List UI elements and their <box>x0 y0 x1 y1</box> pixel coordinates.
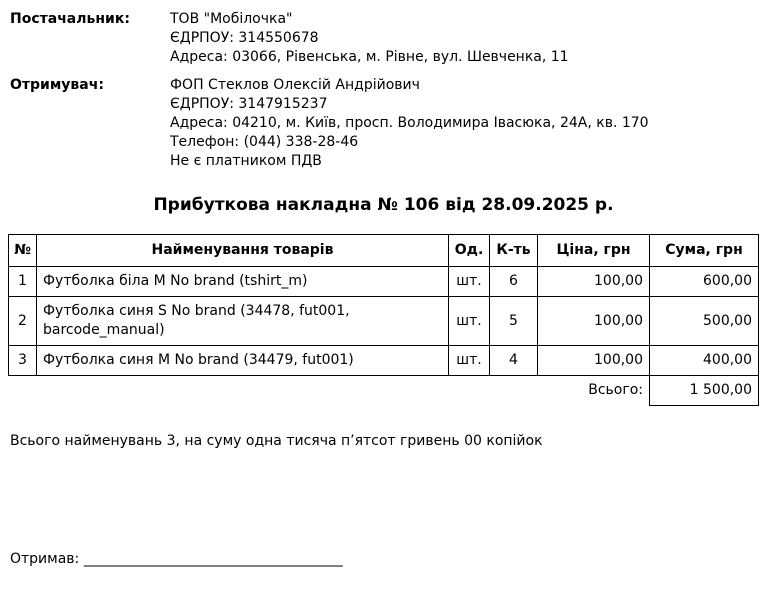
header-qty: К-ть <box>490 235 538 267</box>
supplier-name: ТОВ "Мобілочка" <box>170 11 293 27</box>
row-num: 2 <box>9 297 37 346</box>
recipient-name: ФОП Стеклов Олексій Андрійович <box>170 77 420 93</box>
row-sum: 600,00 <box>650 267 759 297</box>
recipient-block <box>8 76 759 171</box>
row-price: 100,00 <box>538 267 650 297</box>
recipient-details <box>170 76 759 171</box>
summary-line: Всього найменувань 3, на суму одна тисяча п’ятсот гривень 00 копійок <box>10 433 543 449</box>
row-name: Футболка біла M No brand (tshirt_m) <box>37 267 449 297</box>
document-title: Прибуткова накладна № 106 від 28.09.2025 р. <box>153 195 614 215</box>
recipient-phone: Телефон: (044) 338-28-46 <box>170 134 359 150</box>
goods-table <box>8 234 759 406</box>
row-qty: 6 <box>490 267 538 297</box>
row-price: 100,00 <box>538 297 650 346</box>
total-label: Всього: <box>588 382 643 399</box>
recipient-address: Адреса: 04210, м. Київ, просп. Володимира Івасюка, 24А, кв. 170 <box>170 115 649 131</box>
header-num: № <box>9 235 37 267</box>
header-name: Найменування товарів <box>37 235 449 267</box>
signature-line: _____________________________________ <box>83 551 343 567</box>
row-name: Футболка синя M No brand (34479, fut001) <box>37 346 449 376</box>
header-unit: Од. <box>449 235 490 267</box>
row-num: 3 <box>9 346 37 376</box>
supplier-details <box>170 10 759 67</box>
received-label: Отримав: <box>10 551 80 567</box>
header-price: Ціна, грн <box>538 235 650 267</box>
row-sum: 500,00 <box>650 297 759 346</box>
table-row <box>9 297 759 346</box>
row-unit: шт. <box>449 346 490 376</box>
row-unit: шт. <box>449 297 490 346</box>
row-unit: шт. <box>449 267 490 297</box>
recipient-label: Отримувач: <box>10 77 104 93</box>
supplier-address: Адреса: 03066, Рівенська, м. Рівне, вул. Шевченка, 11 <box>170 49 569 65</box>
supplier-edrpou: ЄДРПОУ: 314550678 <box>170 30 319 46</box>
row-num: 1 <box>9 267 37 297</box>
row-price: 100,00 <box>538 346 650 376</box>
supplier-block <box>8 10 759 67</box>
row-name: Футболка синя S No brand (34478, fut001, barcode_manual) <box>37 297 449 346</box>
recipient-edrpou: ЄДРПОУ: 3147915237 <box>170 96 328 112</box>
supplier-label: Постачальник: <box>10 11 130 27</box>
received-line <box>8 550 759 569</box>
table-row <box>9 346 759 376</box>
recipient-vat-status: Не є платником ПДВ <box>170 153 322 169</box>
total-row <box>9 376 759 406</box>
total-value: 1 500,00 <box>650 376 759 406</box>
table-row <box>9 267 759 297</box>
row-sum: 400,00 <box>650 346 759 376</box>
row-qty: 5 <box>490 297 538 346</box>
row-qty: 4 <box>490 346 538 376</box>
header-sum: Сума, грн <box>650 235 759 267</box>
table-header-row <box>9 235 759 267</box>
